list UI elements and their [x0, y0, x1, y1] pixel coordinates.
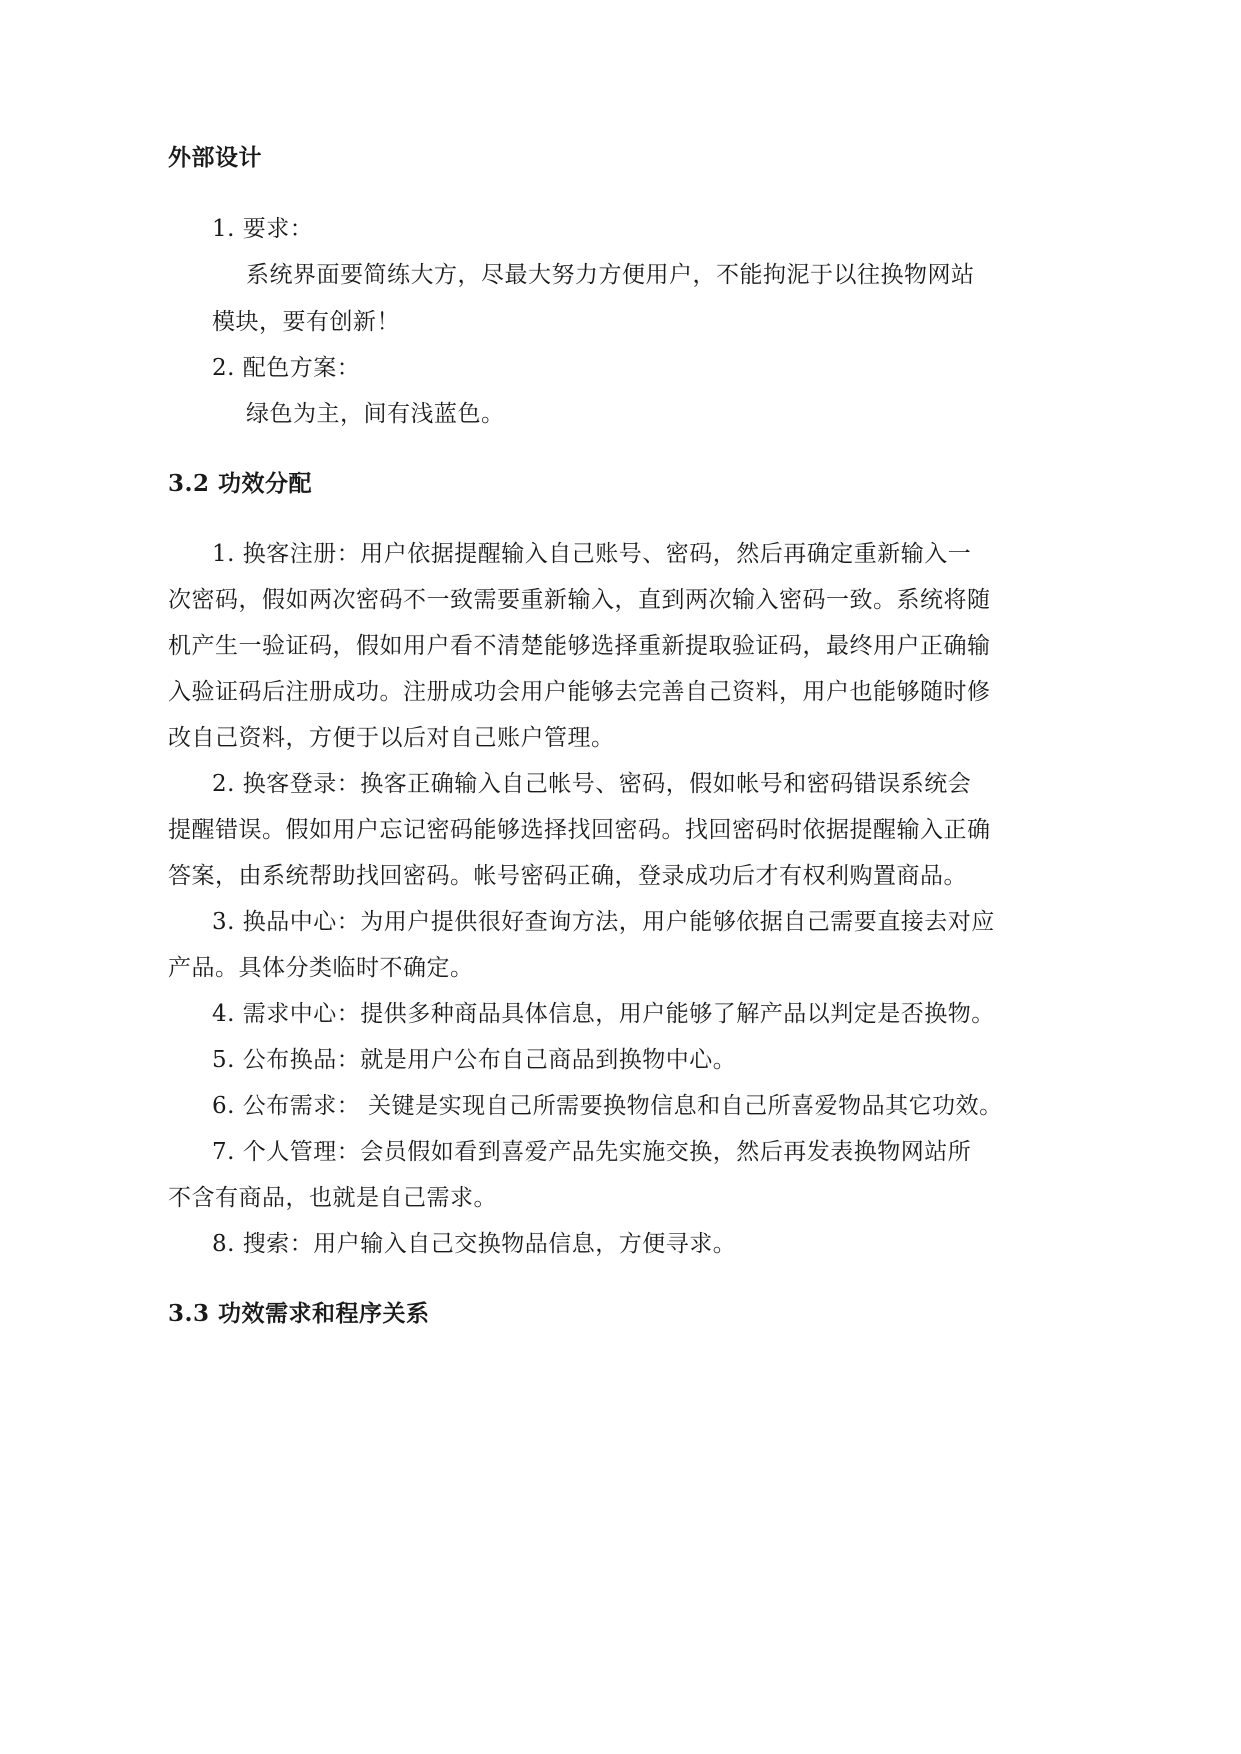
paragraph-2-line-2: 提醒错误。假如用户忘记密码能够选择找回密码。找回密码时依据提醒输入正确	[168, 817, 991, 843]
paragraph-3-line-1: 3. 换品中心：为用户提供很好查询方法，用户能够依据自己需要直接去对应	[212, 909, 995, 935]
paragraph-7-line-1: 7. 个人管理：会员假如看到喜爱产品先实施交换，然后再发表换物网站所	[212, 1139, 972, 1165]
section-heading-3-2: 3.2 功效分配	[168, 470, 313, 497]
paragraph-4: 4. 需求中心：提供多种商品具体信息，用户能够了解产品以判定是否换物。	[212, 1001, 995, 1027]
requirements-text-line-1: 系统界面要简练大方，尽最大努力方便用户，不能拘泥于以往换物网站	[246, 262, 975, 288]
paragraph-1-line-2: 次密码，假如两次密码不一致需要重新输入，直到两次输入密码一致。系统将随	[168, 587, 991, 613]
section-heading-external-design: 外部设计	[168, 144, 262, 171]
paragraph-1-line-4: 入验证码后注册成功。注册成功会用户能够去完善自己资料，用户也能够随时修	[168, 679, 991, 705]
paragraph-3-line-2: 产品。具体分类临时不确定。	[168, 955, 474, 981]
list-item-color-scheme-label: 2. 配色方案：	[212, 355, 361, 381]
requirements-text-line-2: 模块，要有创新！	[212, 309, 400, 335]
paragraph-7-line-2: 不含有商品，也就是自己需求。	[168, 1185, 497, 1211]
paragraph-1-line-5: 改自己资料，方便于以后对自己账户管理。	[168, 725, 615, 751]
paragraph-2-line-1: 2. 换客登录：换客正确输入自己帐号、密码，假如帐号和密码错误系统会	[212, 771, 972, 797]
paragraph-2-line-3: 答案，由系统帮助找回密码。帐号密码正确，登录成功后才有权利购置商品。	[168, 863, 967, 889]
paragraph-1-line-1: 1. 换客注册：用户依据提醒输入自己账号、密码，然后再确定重新输入一	[212, 541, 972, 567]
paragraph-6: 6. 公布需求： 关键是实现自己所需要换物信息和自己所喜爱物品其它功效。	[212, 1093, 1003, 1119]
paragraph-8: 8. 搜索：用户输入自己交换物品信息，方便寻求。	[212, 1231, 737, 1257]
list-item-requirements-label: 1. 要求：	[212, 216, 314, 242]
color-scheme-text: 绿色为主，间有浅蓝色。	[246, 401, 505, 427]
paragraph-1-line-3: 机产生一验证码，假如用户看不清楚能够选择重新提取验证码，最终用户正确输	[168, 633, 991, 659]
section-heading-3-3: 3.3 功效需求和程序关系	[168, 1300, 430, 1327]
paragraph-5: 5. 公布换品：就是用户公布自己商品到换物中心。	[212, 1047, 737, 1073]
